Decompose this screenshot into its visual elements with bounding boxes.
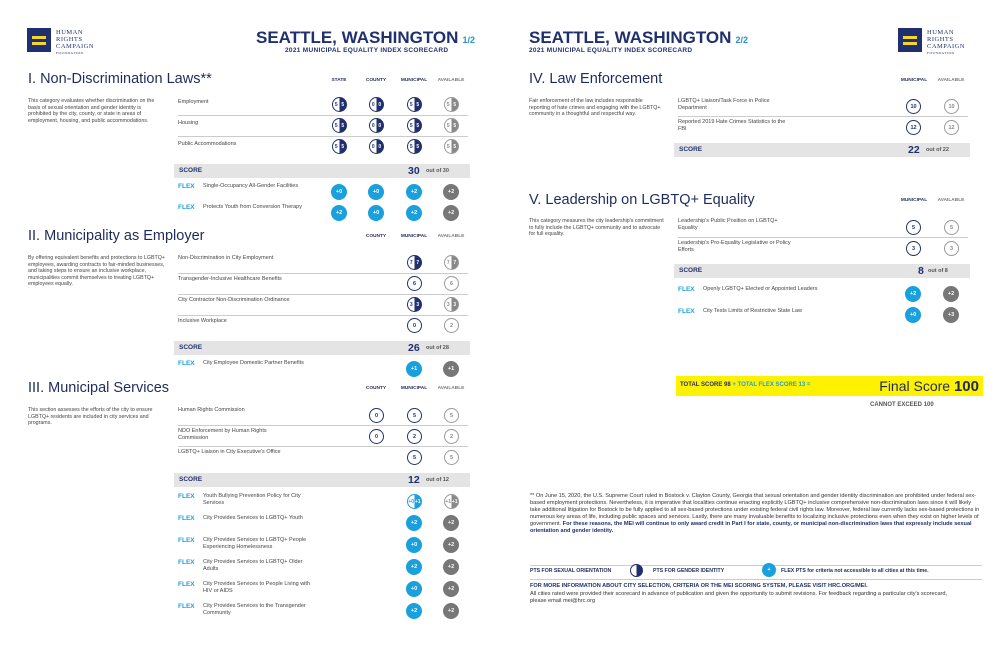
score-bar bbox=[174, 341, 470, 355]
section-description: This category evaluates whether discrimination on the basis of sexual orientation and gender identity is prohibited by the city, county, or state in areas of employment, housing, and public accommodations. bbox=[28, 98, 155, 124]
logo-line: FOUNDATION bbox=[927, 51, 955, 55]
score-available: 5 bbox=[444, 450, 459, 465]
criteria-label: Employment bbox=[178, 99, 209, 105]
page-subtitle: 2021 MUNICIPAL EQUALITY INDEX SCORECARD bbox=[529, 47, 693, 54]
score-out-of: out of 12 bbox=[426, 477, 449, 483]
score-municipal: 5 5 bbox=[407, 139, 422, 154]
score-label: SCORE bbox=[679, 267, 703, 274]
section-title: III. Municipal Services bbox=[28, 380, 170, 396]
score-label: SCORE bbox=[179, 476, 203, 483]
flex-tag: FLEX bbox=[178, 537, 195, 544]
score-municipal: 10 bbox=[906, 99, 921, 114]
hrc-logo bbox=[27, 28, 137, 58]
flex-municipal: +1 bbox=[406, 361, 422, 377]
section-title: IV. Law Enforcement bbox=[529, 71, 663, 87]
flex-municipal: +0 bbox=[905, 307, 921, 323]
score-label: SCORE bbox=[179, 167, 203, 174]
score-available: 5 5 bbox=[444, 97, 459, 112]
flex-available: +2 bbox=[443, 515, 459, 531]
flex-tag: FLEX bbox=[178, 559, 195, 566]
score-county: 0 bbox=[369, 429, 384, 444]
score-municipal: 5 bbox=[407, 450, 422, 465]
final-score-value: 100 bbox=[953, 378, 979, 395]
col-header-available: AVAILABLE bbox=[937, 78, 965, 83]
logo-line: RIGHTS bbox=[927, 36, 954, 43]
score-municipal: 2 bbox=[407, 429, 422, 444]
score-municipal: 5 5 bbox=[407, 118, 422, 133]
score-municipal: 12 bbox=[906, 120, 921, 135]
flex-state: +0 bbox=[331, 184, 347, 200]
equals-sign: = bbox=[806, 382, 811, 388]
logo-line: FOUNDATION bbox=[56, 51, 84, 55]
flex-municipal: +2 bbox=[406, 184, 422, 200]
divider bbox=[678, 116, 968, 117]
col-header-county: COUNTY bbox=[365, 386, 387, 391]
score-value: 26 bbox=[408, 342, 420, 354]
footnote bbox=[530, 493, 982, 535]
page-title bbox=[529, 28, 748, 48]
score-available: 3 bbox=[944, 241, 959, 256]
hrc-logo bbox=[898, 28, 1000, 58]
section-description: By offering equivalent benefits and protections to LGBTQ+ employees, awarding contracts to fair-minded businesses, and taking steps to ensure an inclusive workplace, municipalities commit themselves to treating LGBTQ+ employees equally. bbox=[28, 255, 165, 288]
legend-split-icon bbox=[630, 564, 643, 577]
flex-available: +2 bbox=[943, 286, 959, 302]
score-state: 5 5 bbox=[332, 97, 347, 112]
criteria-label: Human Rights Commission bbox=[178, 407, 245, 413]
score-municipal: 3 bbox=[906, 241, 921, 256]
score-available: 5 5 bbox=[444, 118, 459, 133]
more-info: FOR MORE INFORMATION ABOUT CITY SELECTION, CRITERIA OR THE MEI SCORING SYSTEM, PLEASE VISIT HRC.ORG/MEI. bbox=[530, 583, 868, 589]
flex-available: +2 bbox=[443, 603, 459, 619]
criteria-label: City Contractor Non-Discrimination Ordinance bbox=[178, 297, 290, 303]
logo-line: CAMPAIGN bbox=[56, 43, 95, 50]
flex-available: +2 bbox=[443, 581, 459, 597]
score-available: 5 bbox=[944, 220, 959, 235]
criteria-label: Leadership's Public Position on LGBTQ+ Equality bbox=[678, 218, 778, 231]
city-name: SEATTLE, WASHINGTON bbox=[256, 28, 459, 47]
score-state: 5 5 bbox=[332, 139, 347, 154]
flex-label: City Provides Services to LGBTQ+ Youth bbox=[203, 515, 303, 521]
flex-tag: FLEX bbox=[178, 493, 195, 500]
flex-available: +2 bbox=[443, 537, 459, 553]
score-available: 5 5 bbox=[444, 139, 459, 154]
legend-gender-identity: PTS FOR GENDER IDENTITY bbox=[653, 568, 725, 574]
divider bbox=[178, 273, 468, 274]
flex-municipal: +2 bbox=[905, 286, 921, 302]
flex-label: Openly LGBTQ+ Elected or Appointed Leaders bbox=[703, 286, 818, 292]
score-available: 3 3 bbox=[444, 297, 459, 312]
flex-label: Youth Bullying Prevention Policy for City Services bbox=[203, 493, 301, 506]
flex-state: +2 bbox=[331, 205, 347, 221]
flex-label: Single-Occupancy All-Gender Facilities bbox=[203, 183, 299, 189]
flex-label: City Provides Services to People Living with HIV or AIDS bbox=[203, 581, 310, 594]
score-cap-note: CANNOT EXCEED 100 bbox=[870, 402, 934, 408]
score-label: SCORE bbox=[679, 146, 703, 153]
flex-available: +1 bbox=[443, 361, 459, 377]
col-header-municipal: MUNICIPAL bbox=[900, 198, 928, 203]
flex-municipal: +0 bbox=[406, 537, 422, 553]
col-header-county: COUNTY bbox=[365, 234, 387, 239]
criteria-label: Reported 2019 Hate Crimes Statistics to the FBI bbox=[678, 119, 786, 132]
score-municipal: 5 bbox=[906, 220, 921, 235]
score-county: 0 0 bbox=[369, 139, 384, 154]
section-title: I. Non-Discrimination Laws** bbox=[28, 71, 212, 87]
flex-municipal: +0 bbox=[406, 581, 422, 597]
divider bbox=[178, 294, 468, 295]
flex-label: City Provides Services to LGBTQ+ People Experiencing Homelessness bbox=[203, 537, 307, 550]
page-number: 1/2 bbox=[462, 35, 475, 45]
col-header-available: AVAILABLE bbox=[937, 198, 965, 203]
final-score bbox=[879, 378, 979, 395]
flex-municipal: +2 bbox=[406, 515, 422, 531]
col-header-municipal: MUNICIPAL bbox=[400, 386, 428, 391]
logo-line: HUMAN bbox=[56, 29, 84, 36]
col-header-available: AVAILABLE bbox=[437, 234, 465, 239]
page-subtitle: 2021 MUNICIPAL EQUALITY INDEX SCORECARD bbox=[285, 47, 449, 54]
score-municipal: 6 bbox=[407, 276, 422, 291]
score-municipal: 7 7 bbox=[407, 255, 422, 270]
col-header-municipal: MUNICIPAL bbox=[900, 78, 928, 83]
criteria-label: Transgender-Inclusive Healthcare Benefits bbox=[178, 276, 282, 282]
score-county: 0 bbox=[369, 408, 384, 423]
score-available: 10 bbox=[944, 99, 959, 114]
criteria-label: Housing bbox=[178, 120, 199, 126]
page-title bbox=[256, 28, 475, 48]
legend-sexual-orientation: PTS FOR SEXUAL ORIENTATION bbox=[530, 568, 612, 574]
page-number: 2/2 bbox=[735, 35, 748, 45]
footnote-emphasis: For these reasons, the MEI will continue to only award credit in Part I for state, county, or municipal non-discrimination laws that expressly include sexual orientation and gender identity. bbox=[530, 521, 972, 534]
flex-tag: FLEX bbox=[178, 603, 195, 610]
flex-label: City Tests Limits of Restrictive State Law bbox=[703, 308, 802, 314]
flex-tag: FLEX bbox=[178, 515, 195, 522]
criteria-label: Non-Discrimination in City Employment bbox=[178, 255, 274, 261]
divider bbox=[530, 565, 982, 566]
score-value: 12 bbox=[408, 474, 420, 486]
score-value: 8 bbox=[918, 265, 924, 277]
score-out-of: out of 30 bbox=[426, 168, 449, 174]
score-out-of: out of 8 bbox=[928, 268, 948, 274]
criteria-label: LGBTQ+ Liaison/Task Force in Police Department bbox=[678, 98, 770, 111]
score-available: 6 bbox=[444, 276, 459, 291]
score-value: 30 bbox=[408, 165, 420, 177]
total-flex-score: TOTAL FLEX SCORE 13 bbox=[737, 382, 806, 388]
criteria-label: NDO Enforcement by Human Rights Commission bbox=[178, 428, 267, 441]
divider bbox=[530, 579, 982, 580]
section-description: This category measures the city leadership's commitment to fully include the LGBTQ+ community and to advocate for full equality. bbox=[529, 218, 664, 238]
score-value: 22 bbox=[908, 144, 920, 156]
score-bar bbox=[174, 164, 470, 178]
criteria-label: LGBTQ+ Liaison in City Executive's Office bbox=[178, 449, 281, 455]
col-header-municipal: MUNICIPAL bbox=[400, 78, 428, 83]
score-available: 12 bbox=[944, 120, 959, 135]
flex-municipal: +2 bbox=[406, 205, 422, 221]
divider bbox=[178, 136, 468, 137]
score-available: 5 bbox=[444, 408, 459, 423]
section-title: V. Leadership on LGBTQ+ Equality bbox=[529, 192, 755, 208]
divider bbox=[178, 315, 468, 316]
flex-label: City Provides Services to LGBTQ+ Older Adults bbox=[203, 559, 303, 572]
section-title: II. Municipality as Employer bbox=[28, 228, 205, 244]
score-label: SCORE bbox=[179, 344, 203, 351]
flex-available: +2 bbox=[443, 205, 459, 221]
col-header-county: COUNTY bbox=[365, 78, 387, 83]
col-header-available: AVAILABLE bbox=[437, 78, 465, 83]
flex-tag: FLEX bbox=[178, 581, 195, 588]
score-available: 7 7 bbox=[444, 255, 459, 270]
col-header-state: STATE bbox=[331, 78, 347, 83]
flex-available: +3 bbox=[943, 307, 959, 323]
divider bbox=[178, 425, 468, 426]
final-score-label: Final Score bbox=[879, 378, 951, 394]
flex-label: City Employee Domestic Partner Benefits bbox=[203, 360, 304, 366]
score-county: 0 0 bbox=[369, 97, 384, 112]
logo-line: HUMAN bbox=[927, 29, 955, 36]
contact-note: All cities rated were provided their scorecard in advance of publication and given the opportunity to submit revisions. For feedback regarding a particular city's scorecard, please email mei@hrc.org bbox=[530, 591, 948, 604]
divider bbox=[178, 446, 468, 447]
flex-tag: FLEX bbox=[178, 204, 195, 211]
flex-tag: FLEX bbox=[178, 360, 195, 367]
score-available: 2 bbox=[444, 318, 459, 333]
flex-label: Protects Youth from Conversion Therapy bbox=[203, 204, 302, 210]
section-description: Fair enforcement of the law includes responsible reporting of hate crimes and engaging with the LGBTQ+ community in a thoughtful and respectful way. bbox=[529, 98, 661, 118]
logo-line: CAMPAIGN bbox=[927, 43, 966, 50]
flex-municipal: +0 +1 bbox=[407, 494, 422, 509]
criteria-label: Public Accommodations bbox=[178, 141, 237, 147]
footnote-text: ** On June 15, 2020, the U.S. Supreme Court ruled in Bostock v. Clayton County, Georgia that sexual orientation and gender identity discrimination are prohibited under federal sex-based employment protections. Nevertheless, it is imperative that localities continue enacting explicitly LGBTQ+ inclusive comprehensive non-discrimination laws since it will likely take additional litigation for Bostock to be fully applied to all sex-based protections under existing federal civil rights law. Moreover, federal law currently lacks sex-based protections in numerous key areas of life, including public spaces and services. Lastly, there are many invaluable benefits to localizing inclusive protections even when they exist on higher levels of government. bbox=[530, 493, 980, 527]
total-score: TOTAL SCORE 98 bbox=[680, 382, 731, 388]
score-municipal: 5 5 bbox=[407, 97, 422, 112]
flex-municipal: +2 bbox=[406, 603, 422, 619]
score-out-of: out of 22 bbox=[926, 147, 949, 153]
score-bar bbox=[674, 143, 970, 157]
score-bar bbox=[174, 473, 470, 487]
plus-sign: + bbox=[732, 382, 736, 388]
score-county: 0 0 bbox=[369, 118, 384, 133]
flex-available: +2 bbox=[443, 559, 459, 575]
divider bbox=[178, 115, 468, 116]
legend-flex-icon: + bbox=[762, 563, 776, 577]
score-available: 2 bbox=[444, 429, 459, 444]
total-score-line bbox=[680, 382, 810, 388]
col-header-available: AVAILABLE bbox=[437, 386, 465, 391]
flex-municipal: +2 bbox=[406, 559, 422, 575]
flex-available: +2 bbox=[443, 184, 459, 200]
city-name: SEATTLE, WASHINGTON bbox=[529, 28, 732, 47]
section-description: This section assesses the efforts of the city to ensure LGBTQ+ residents are included in city services and programs. bbox=[28, 407, 153, 427]
score-municipal: 0 bbox=[407, 318, 422, 333]
flex-tag: FLEX bbox=[178, 183, 195, 190]
equal-sign-icon bbox=[898, 28, 922, 52]
score-bar bbox=[674, 264, 970, 278]
col-header-municipal: MUNICIPAL bbox=[400, 234, 428, 239]
criteria-label: Leadership's Pro-Equality Legislative or Policy Efforts bbox=[678, 240, 791, 253]
flex-tag: FLEX bbox=[678, 308, 695, 315]
scorecard-page-2 bbox=[500, 0, 1000, 647]
final-score-bar bbox=[676, 376, 983, 396]
equal-sign-icon bbox=[27, 28, 51, 52]
flex-label: City Provides Services to the Transgender Community bbox=[203, 603, 306, 616]
flex-county: +0 bbox=[368, 184, 384, 200]
score-municipal: 5 bbox=[407, 408, 422, 423]
logo-line: RIGHTS bbox=[56, 36, 83, 43]
flex-tag: FLEX bbox=[678, 286, 695, 293]
score-state: 5 5 bbox=[332, 118, 347, 133]
flex-county: +0 bbox=[368, 205, 384, 221]
criteria-label: Inclusive Workplace bbox=[178, 318, 227, 324]
legend-flex: FLEX PTS for criteria not accessible to all cities at this time. bbox=[781, 568, 929, 574]
score-municipal: 3 3 bbox=[407, 297, 422, 312]
score-out-of: out of 28 bbox=[426, 345, 449, 351]
divider bbox=[678, 237, 968, 238]
flex-available: +1 +1 bbox=[444, 494, 459, 509]
